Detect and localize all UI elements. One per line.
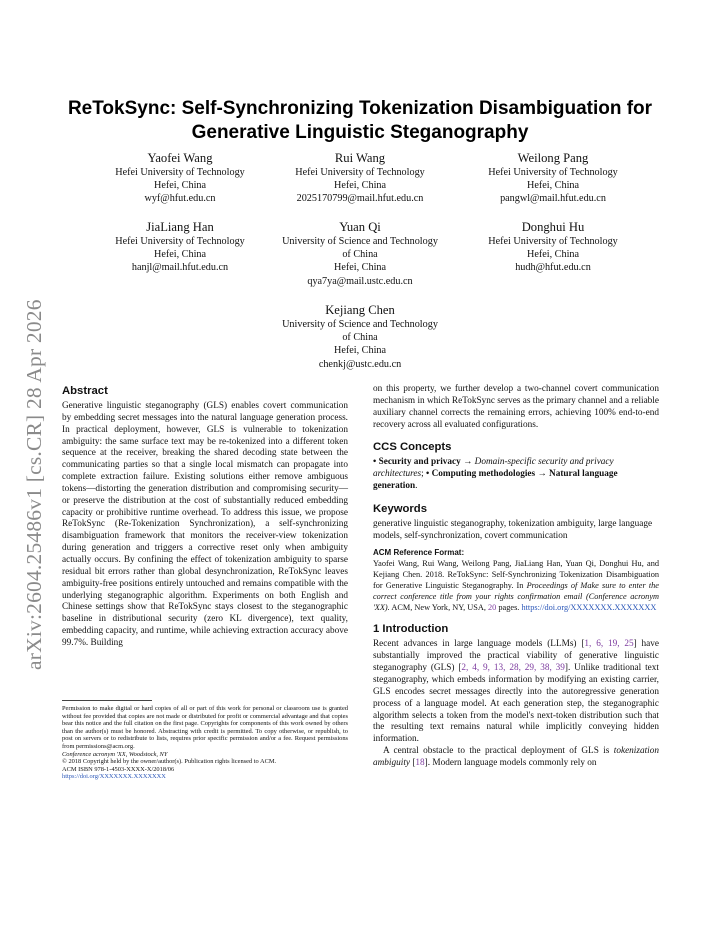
author-email: pangwl@mail.hfut.edu.cn [500,193,606,205]
author-location: Hefei, China [526,180,580,192]
citation-link[interactable]: 18 [415,757,425,768]
footnote-doi-link[interactable]: https://doi.org/XXXXXXX.XXXXXXX [62,773,166,781]
author-email: chenkj@ustc.edu.cn [318,358,402,370]
author-affiliation: University of Science and Technology [282,236,438,247]
ccs-concepts-text: • Security and privacy → Domain-specific security and privacy architectures; • Computing methodologies → Natural language generation. [373,457,618,492]
arxiv-stamp: arXiv:2604.25486v1 [cs.CR] 28 Apr 2026 [22,299,46,670]
isbn-line: ACM ISBN 978-1-4503-XXXX-X/2018/06 [62,765,175,773]
author-block-2 [260,150,460,206]
intro-paragraph-2: A central obstacle to the practical deployment of GLS is tokenization ambiguity [18]. Modern language models commonly rely on [373,746,659,768]
keywords-text: generative linguistic steganography, tokenization ambiguity, large language models, self-synchronization, covert communication [373,518,653,541]
author-affiliation-2: of China [342,332,378,344]
author-block-7 [260,302,460,371]
intro-paragraph-1: Recent advances in large language models (LLMs) [1, 6, 19, 25] have substantially improved the practical viability of generative linguistic steganography (GLS) [2, 4, 9, 13, 28, 29, 38, 39]. Unlike traditional text steganography, which embeds information by modifying an existing carrier, GLS encodes secret messages directly into the autoregressive generation process of a language model. At each generation step, the steganographic algorithm selects a token from the model's next-token distribution such that the resulting text remains natural while implicitly conveying hidden information. [373,639,660,745]
author-affiliation: Hefei University of Technology [295,167,425,178]
copyright-line: © 2018 Copyright held by the owner/author(s). Publication rights licensed to ACM. [62,758,277,766]
ccs-concept-2-detail: Natural language generation [373,469,618,492]
title-line-2: Generative Linguistic Steganography [191,122,529,143]
author-location: Hefei, China [333,345,387,357]
author-affiliation: University of Science and Technology [282,319,438,330]
author-name: Weilong Pang [517,151,589,165]
acm-ref-pages-link[interactable]: 20 [488,603,497,613]
acm-ref-heading: ACM Reference Format: [373,547,465,557]
author-affiliation: Hefei University of Technology [115,236,245,247]
abstract-heading: Abstract [62,385,108,397]
author-block-6 [453,219,653,275]
author-location: Hefei, China [153,249,207,261]
abstract-continued: on this property, we further develop a two-channel covert communication mechanism in which ReTokSync serves as the primary channel and a reliable auxiliary channel corrects the remaining errors, achieving 100% end-to-end recovery across all evaluated configurations. [373,384,659,430]
author-affiliation-2: of China [342,249,378,261]
author-name: Donghui Hu [521,220,585,234]
ccs-heading: CCS Concepts [373,441,452,454]
author-email: hudh@hfut.edu.cn [515,262,591,274]
author-location: Hefei, China [333,262,387,274]
acm-ref-doi-link[interactable]: https://doi.org/XXXXXXX.XXXXXXX [521,603,657,613]
conference-line: Conference acronym 'XX, Woodstock, NY [62,750,168,758]
author-affiliation: Hefei University of Technology [488,236,618,247]
author-location: Hefei, China [526,249,580,261]
permission-notice: Permission to make digital or hard copies of all or part of this work for personal or classroom use is granted without fee provided that copies are not made or distributed for profit or commercial advantage and that copies bear this notice and the full citation on the first page. Copyrights for components of this work owned by others than the author(s) must be honored. Abstracting with credit is permitted. To copy otherwise, or republish, to post on servers or to redistribute to lists, requires prior specific permission and/or a fee. Request permissions from permissions@acm.org. [62,705,348,750]
author-location: Hefei, China [153,180,207,192]
author-block-5 [260,219,460,288]
author-block-4 [80,219,280,275]
left-column [62,384,348,650]
author-email: 2025170799@mail.hfut.edu.cn [296,193,424,205]
right-column [373,384,659,770]
author-name: Rui Wang [334,151,386,165]
footnote-rule [62,700,152,701]
acm-ref-text: Yaofei Wang, Rui Wang, Weilong Pang, JiaLiang Han, Yuan Qi, Donghui Hu, and Kejiang Chen. 2018. ReTokSync: Self-Synchronizing Tokenization Disambiguation for Generative Linguistic Steganography. In Proceedings of Make sure to enter the correct conference title from your rights confirmation email (Conference acronym 'XX). ACM, New York, NY, USA, 20 pages. https://doi.org/XXXXXXX.XXXXXXX [373,559,659,613]
author-email: wyf@hfut.edu.cn [144,193,216,205]
author-name: JiaLiang Han [146,220,214,234]
author-block-1 [80,150,280,206]
author-name: Yaofei Wang [147,151,213,165]
author-affiliation: Hefei University of Technology [115,167,245,178]
introduction-heading: 1 Introduction [373,623,449,636]
author-email: qya7ya@mail.ustc.edu.cn [307,275,413,287]
citation-link[interactable]: 2, 4, 9, 13, 28, 29, 38, 39 [461,663,565,674]
keywords-heading: Keywords [373,502,427,515]
author-location: Hefei, China [333,180,387,192]
author-name: Kejiang Chen [325,303,395,317]
title-line-1: ReTokSync: Self-Synchronizing Tokenization Disambiguation for [67,98,653,119]
ccs-concept-1: Security and privacy [378,457,461,468]
author-affiliation: Hefei University of Technology [488,167,618,178]
author-block-3 [453,150,653,206]
copyright-footnote [62,700,348,781]
citation-link[interactable]: 1, 6, 19, 25 [584,639,634,650]
author-email: hanjl@mail.hfut.edu.cn [131,262,229,274]
abstract-text: Generative linguistic steganography (GLS) enables covert communication by embedding secret messages into the natural language generation process. In practical deployment, however, GLS is vulnerable to tokenization ambiguity: the same surface text may be re-tokenized into a different token sequence at the receiver, breaking the shared decoding state between the communicating parties so that a single local mismatch can propagate into complete extraction failure. Existing solutions either remove ambiguous tokens—distorting the generation distribution and compromising security—or preserve the distribution at the cost of substantially reduced embedding capacity or prohibitive runtime overhead. To address this issue, we propose ReTokSync (Re-Tokenization Synchronization), a self-synchronizing disambiguation framework that monitors the receiver-view tokenization during generation and triggers a corrective reset only when ambiguity actually occurs. By confining the effect of tokenization ambiguity to sparse residual bit errors rather than global desynchronization, ReTokSync leaves ambiguity-free positions entirely untouched and remains compatible with the underlying steganographic algorithm. Experiments on both English and Chinese settings show that ReTokSync stays closest to the steganographic baseline in distributional security (zero KL divergence), text quality, embedding capacity, and runtime, while achieving extraction accuracy above 99.7%. Building [62,401,348,648]
ccs-concept-2: Computing methodologies [431,469,536,480]
author-name: Yuan Qi [339,220,381,234]
ccs-concept-1-detail: Domain-specific security and privacy architectures [373,457,614,480]
paper-title [40,97,680,145]
